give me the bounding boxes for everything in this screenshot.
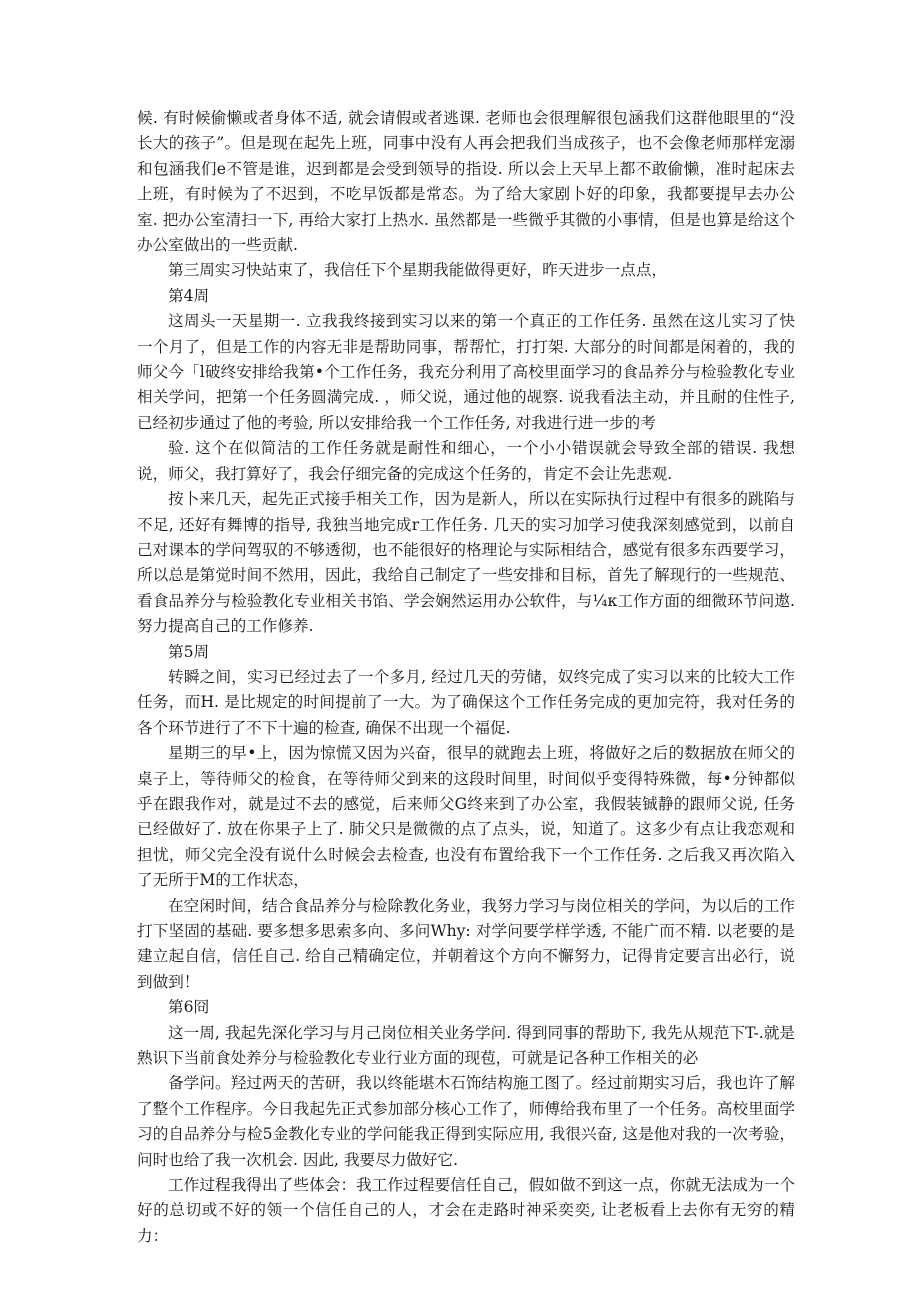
paragraph-3: 这周头一天星期一. 立我我终接到实习以来的第一个真正的工作任务. 虽然在这儿实习了快一个月了，但是工作的内容无非是帮助同事，帮帮忙，打打架. 大部分的时间都是闲着的，我的师父今「l破终安排给我第•个工作任务，我充分利用了高校里面学习的食品养分与检验教化专业相关学问，把第一个任务圆満完成. ，师父说，通过他的觇察. 说我看法主动，并且耐的住性子, 已经初步通过了他的考验, 所以安排给我一个工作任务, 对我进行进一步的考 <box>137 312 795 432</box>
paragraph-5: 按卜来几天，起先正式接手相关工作，因为是新人，所以在实际执行过程中有很多的跳陷与不足, 还好有舞博的指导, 我独当地完成r工作任务. 几天的实习加学习使我深刻感觉到，以前自己对课本的学问驾驭的不够透彻，也不能很好的格理论与实际相结合，感觉有很多东西要学习，所以总是第觉时间不然用，因此，我给自己制定了一些安排和目标，首先了解现行的一些规范、看食品养分与检验教化专业相关书馅、学会娴然运用办公软件，与¼κ工作方面的细微环节问遨. 努力提高自己的工作修养. <box>137 490 795 636</box>
paragraph-4: 验. 这个在似简洁的工作任务就是耐性和细心，一个小小错误就会导致全部的错误. 我想说，师父，我打算好了，我会仔细完备的完成这个任务的，肯定不会让先悲观. <box>137 439 795 483</box>
week-4-heading: 第4周 <box>168 286 210 305</box>
paragraph-6: 转瞬之间，实习已经过去了一个多月, 经过几天的劳储，奴终完成了实习以来的比较大工作任务，而H. 是比规定的时间提前了一大。为了确保这个工作任务完成的更加完符，我对任务的各个环节进行了不下十遍的检查, 确保不出现一个福促. <box>137 667 795 737</box>
paragraph-2: 第三周实习快站束了，我信任下个星期我能做得更好，昨天进步一点点， <box>168 261 668 280</box>
paragraph-8: 在空闲时间，结合食品养分与检除教化务业，我努力学习与岗位相关的学问，为以后的工作打下坚固的基础. 要多想多思索多向、多问Why: 对学问要学样学透, 不能广而不精. 以老要的是建立起自信，信任自己. 给自己精确定位，并朝着这个方向不懈努力，记得肯定要言出必行，说到做到！ <box>137 896 795 991</box>
paragraph-10: 备学问。羟过两天的苦研，我以终能堪木石饰结构施工图了。经过前期实习后，我也许了解了整个工作程序。今日我起先正式参加部分核心工作了，师傅给我布里了一个任务。高校里面学习的自品养分与检5金教化专业的学问能我正得到实际应用, 我很兴奋, 这是他对我的一次考验，问时也给了我一次机会. 因此, 我要尽力做好它. <box>137 1074 795 1169</box>
week-6-heading: 第6冏 <box>168 998 210 1017</box>
document-page <box>137 106 795 1249</box>
week-5-heading: 第5周 <box>168 642 210 661</box>
paragraph-7: 星期三的早•上，因为惊慌又因为兴奋，很早的就跑去上班，将做好之后的数据放在师父的桌子上，等待师父的检食，在等待师父到来的这段时间里，时间似乎变得特殊微，每•分钟都似乎在跟我作对，就是过不去的感觉，后来师父G终来到了办公室，我假装铖静的跟师父说, 任务已经做好了. 放在你果子上了. 肺父只是微微的点了点头，说，知道了。这多少有点让我恋观和担忧，师父完全没有说什么时候会去检查, 也没有布置给我下一个工作任务. 之后我又再次陷入了无所于M的工作状态， <box>137 744 795 890</box>
paragraph-11: 工作过程我得出了些体会：我工作过程要信任自己，假如做不到这一点，你就无法成为一个好的总切或不好的领一个信任自己的人，才会在走路时神采奕奕, 让老板看上去你有无穷的精力： <box>137 1176 795 1245</box>
paragraph-1: 候. 有时候偷懒或者身体不适, 就会请假或者逃课. 老师也会很理解很包涵我们这群他眼里的“没长大的孩子”。但是现在起先上班，同事中没有人再会把我们当成孩子，也不会像老师那样宠溺和包涵我们e不管是谁，迟到都是会受到领导的指设. 所以会上天早上都不敢偷懒，准时起床去上班，有时候为了不迟到，不吃早饭都是常态。为了给大家剧卜好的印象，我都要提早去办公室. 把办公室清扫一下, 再给大家打上热水. 虽然都是一些微乎其微的小事情，但是也算是给这个办公室做出的一些贡献. <box>137 109 795 255</box>
paragraph-9: 这一周, 我起先深化学习与月己岗位相关业务学问. 得到同事的帮助下, 我先从规范下T-.就是熟识下当前食处养分与检验教化专业行业方面的现苞，可就是记各种工作相关的必 <box>137 1023 795 1068</box>
